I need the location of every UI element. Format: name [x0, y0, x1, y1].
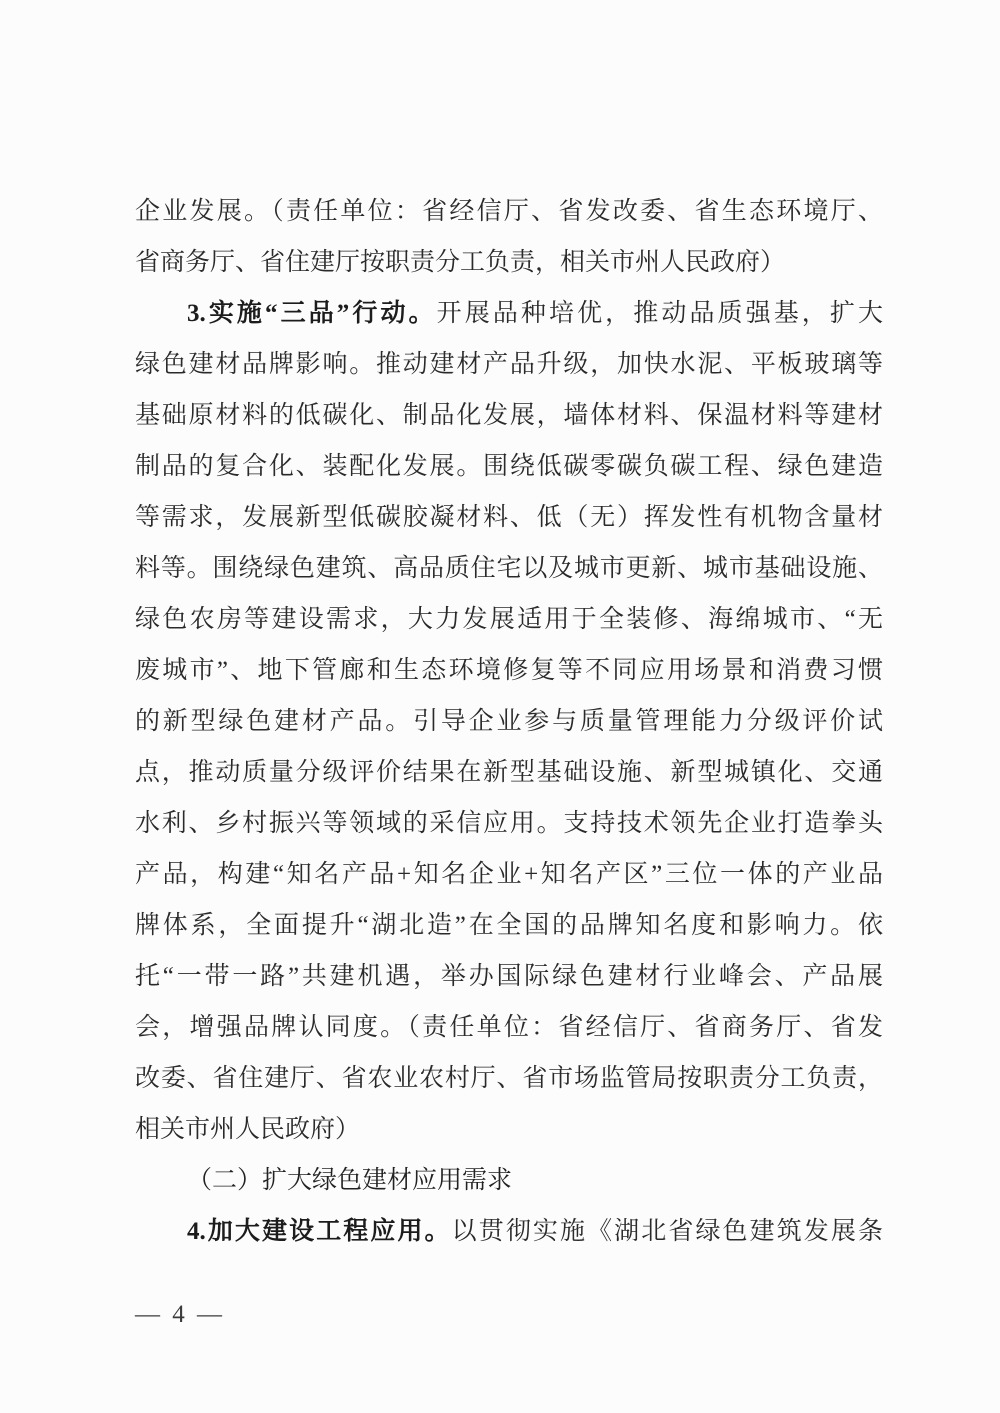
text-line: [135, 186, 883, 237]
text-line: [135, 288, 883, 339]
body-text: 的新型绿色建材产品。引导企业参与质量管理能力分级评价试: [135, 708, 883, 735]
text-line: [135, 696, 883, 747]
body-text: 料等。围绕绿色建筑、高品质住宅以及城市更新、城市基础设施、: [135, 555, 883, 582]
body-text: 废城市”、地下管廊和生态环境修复等不同应用场景和消费习惯: [135, 657, 883, 684]
section-heading: [135, 1155, 883, 1206]
text-line: [135, 492, 883, 543]
body-text: 以贯彻实施《湖北省绿色建筑发展条: [451, 1218, 883, 1245]
text-line: [135, 1053, 883, 1104]
body-text: （二）扩大绿色建材应用需求: [187, 1167, 513, 1194]
body-text: 会，增强品牌认同度。（责任单位：省经信厅、省商务厅、省发: [135, 1014, 883, 1041]
body-text: 点，推动质量分级评价结果在新型基础设施、新型城镇化、交通: [135, 759, 883, 786]
text-line: [135, 1206, 883, 1257]
body-text: 制品的复合化、装配化发展。围绕低碳零碳负碳工程、绿色建造: [135, 453, 883, 480]
body-text: 省商务厅、省住建厅按职责分工负责，相关市州人民政府）: [135, 249, 786, 276]
text-line: [135, 543, 883, 594]
body-text: 绿色农房等建设需求，大力发展适用于全装修、海绵城市、“无: [135, 606, 883, 633]
body-text: 相关市州人民政府）: [135, 1116, 361, 1143]
text-line: [135, 390, 883, 441]
text-line: [135, 951, 883, 1002]
text-line: [135, 798, 883, 849]
emphasis-text: 4.加大建设工程应用。: [187, 1218, 452, 1245]
text-line: [135, 441, 883, 492]
footer-page-number: — 4 —: [135, 1301, 225, 1328]
body-text: 改委、省住建厅、省农业农村厅、省市场监管局按职责分工负责，: [135, 1065, 883, 1092]
body-text: 产品，构建“知名产品+知名企业+知名产区”三位一体的产业品: [135, 861, 883, 888]
body-text: 牌体系，全面提升“湖北造”在全国的品牌知名度和影响力。依: [135, 912, 883, 939]
body-text: 基础原材料的低碳化、制品化发展，墙体材料、保温材料等建材: [135, 402, 883, 429]
text-line: [135, 339, 883, 390]
body-text: 企业发展。（责任单位：省经信厅、省发改委、省生态环境厅、: [135, 198, 883, 225]
document-body: [135, 186, 883, 1257]
emphasis-text: 3.实施“三品”行动。: [187, 300, 437, 327]
body-text: 水利、乡村振兴等领域的采信应用。支持技术领先企业打造拳头: [135, 810, 883, 837]
text-line: [135, 849, 883, 900]
body-text: 托“一带一路”共建机遇，举办国际绿色建材行业峰会、产品展: [135, 963, 883, 990]
text-line: [135, 237, 883, 288]
text-line: [135, 747, 883, 798]
text-line: [135, 1104, 883, 1155]
body-text: 绿色建材品牌影响。推动建材产品升级，加快水泥、平板玻璃等: [135, 351, 883, 378]
text-line: [135, 1002, 883, 1053]
body-text: 等需求，发展新型低碳胶凝材料、低（无）挥发性有机物含量材: [135, 504, 883, 531]
text-line: [135, 900, 883, 951]
text-line: [135, 594, 883, 645]
text-line: [135, 645, 883, 696]
body-text: 开展品种培优，推动品质强基，扩大: [436, 300, 883, 327]
